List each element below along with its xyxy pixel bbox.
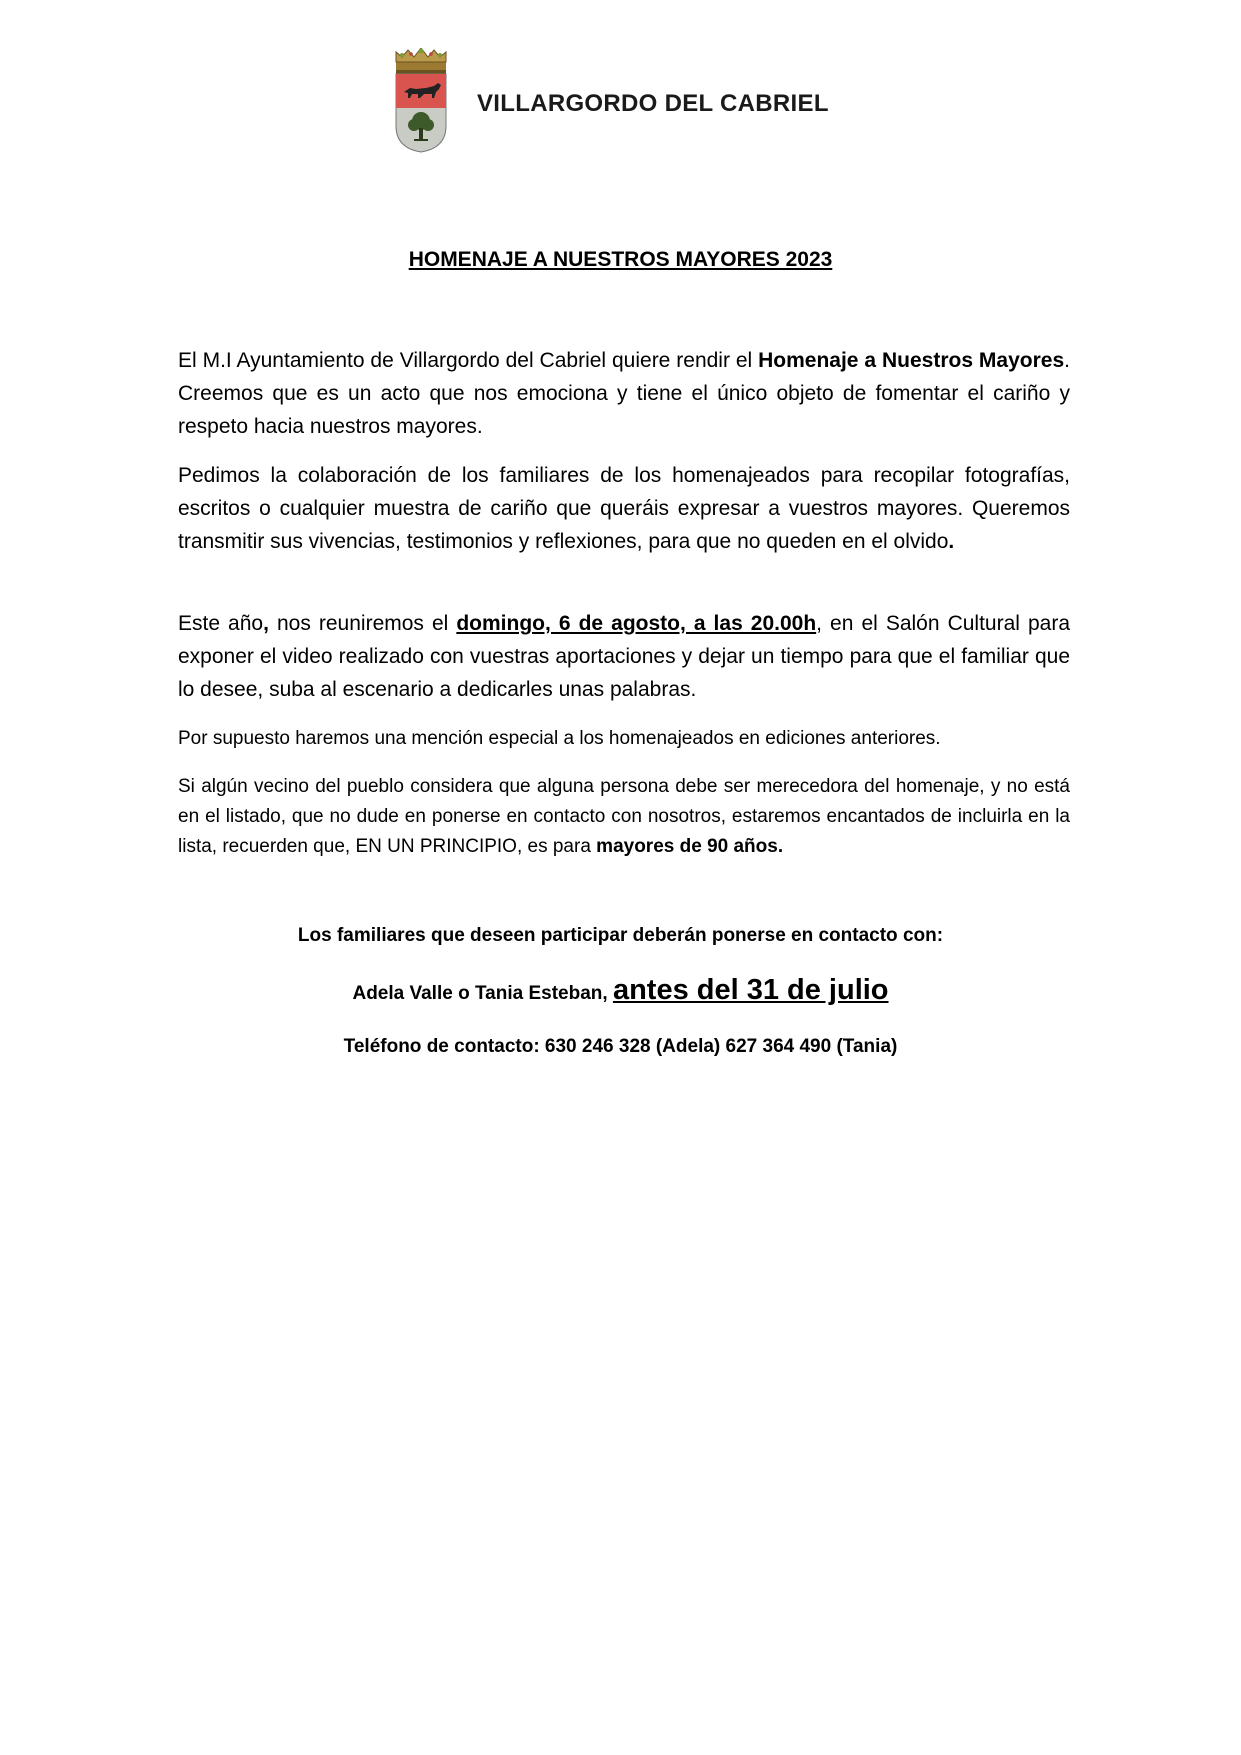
paragraph-special-mention: Por supuesto haremos una mención especial a los homenajeados en ediciones anteriores. (178, 728, 941, 749)
town-name: VILLARGORDO DEL CABRIEL (477, 90, 829, 117)
letterhead (392, 48, 852, 153)
paragraph-intro: El M.I Ayuntamiento de Villargordo del Cabriel quiere rendir el Homenaje a Nuestros Mayores. Creemos que es un acto que nos emociona y tiene el único objeto de fomentar el cariño y respeto hacia nuestros mayores. (178, 349, 1070, 438)
coat-of-arms-icon (392, 48, 450, 153)
paragraph-nomination: Si algún vecino del pueblo considera que alguna persona debe ser merecedora del homenaje, y no está en el listado, que no dude en ponerse en contacto con nosotros, estaremos encantados de incluirla en la lista, recuerden que, EN UN PRINCIPIO, es para mayores de 90 años. (178, 776, 1070, 857)
document-title: HOMENAJE A NUESTROS MAYORES 2023 (408, 248, 833, 271)
deadline: antes del 31 de julio (612, 974, 889, 1006)
event-date: domingo, 6 de agosto, a las 20.00h (456, 612, 817, 635)
contact-phones: Teléfono de contacto: 630 246 328 (Adela) 627 364 490 (Tania) (343, 1036, 898, 1057)
paragraph-collaboration: Pedimos la colaboración de los familiares de los homenajeados para recopilar fotografías, escritos o cualquier muestra de cariño que queráis expresar a vuestros mayores. Queremos transmitir sus vivencias, testimonios y reflexiones, para que no queden en el olvido. (178, 464, 1070, 553)
contact-intro: Los familiares que deseen participar deberán ponerse en contacto con: (297, 925, 944, 946)
paragraph-event-details: Este año, nos reuniremos el domingo, 6 de agosto, a las 20.00h, en el Salón Cultural para exponer el video realizado con vuestras aportaciones y dejar un tiempo para que el familiar que lo desee, suba al escenario a dedicarles unas palabras. (178, 612, 1070, 701)
contact-names-line: Adela Valle o Tania Esteban, antes del 31 de julio (352, 974, 889, 1006)
crown-icon (396, 48, 446, 74)
